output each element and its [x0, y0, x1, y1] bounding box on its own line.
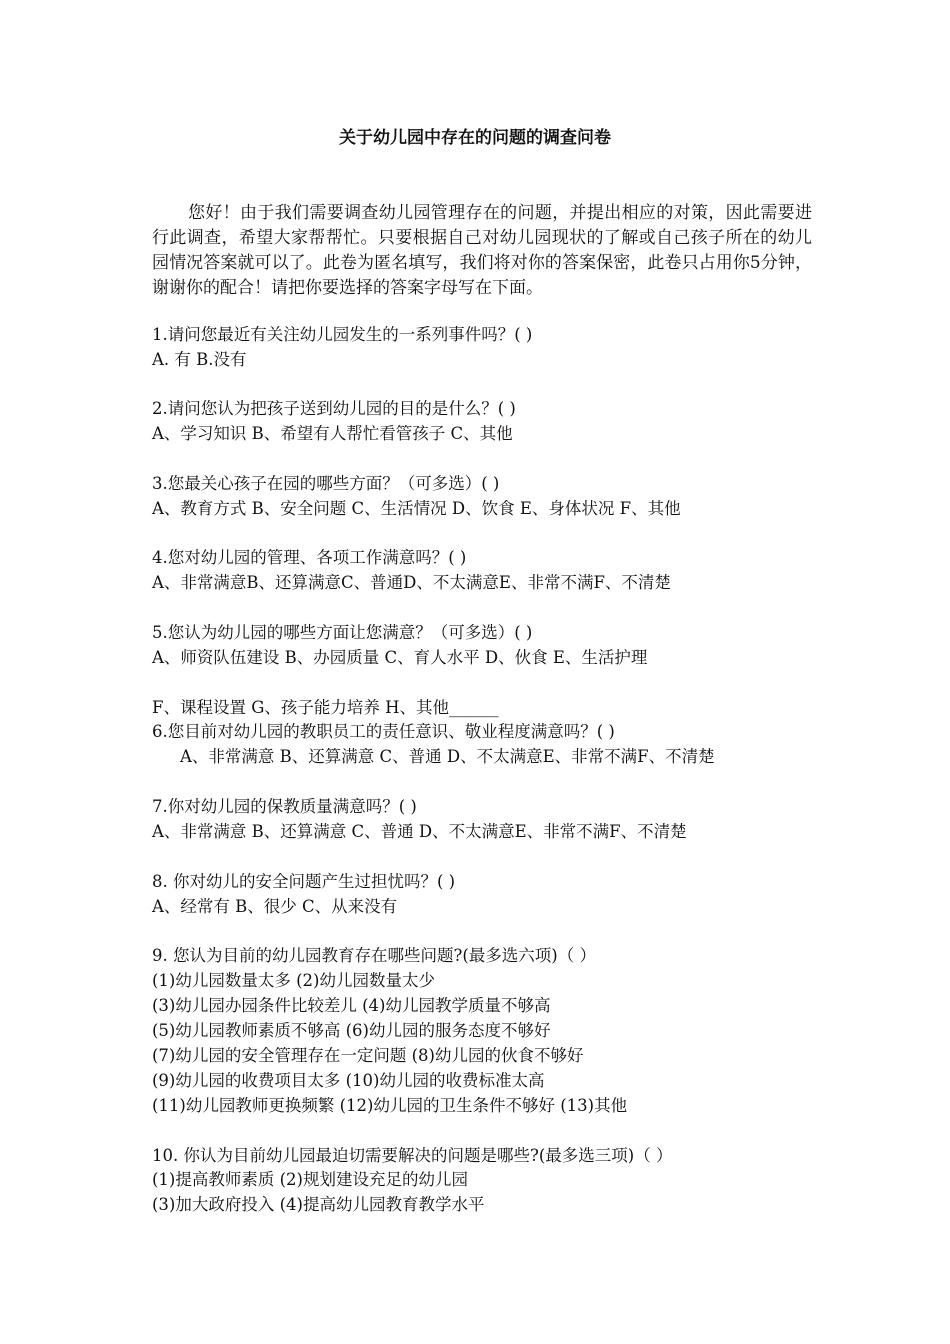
question-4-options: A、非常满意B、还算满意C、普通D、不太满意E、非常不满F、不清楚: [152, 573, 671, 592]
question-7: 7.你对幼儿园的保教质量满意吗？( ): [152, 797, 417, 816]
question-9-option-line-5: (9)幼儿园的收费项目太多 (10)幼儿园的收费标准太高: [152, 1071, 545, 1090]
intro-text: 您好！由于我们需要调查幼儿园管理存在的问题，并提出相应的对策，因此需要进行此调查，希望大家帮帮忙。只要根据自己对幼儿园现状的了解或自己孩子所在的幼儿园情况答案就可以了。此卷为匿名填写，我们将对你的答案保密，此卷只占用你5分钟，谢谢你的配合！请把你要选择的答案字母写在下面。: [152, 203, 812, 298]
question-6: 6.您目前对幼儿园的教职员工的责任意识、敬业程度满意吗？( ): [152, 722, 615, 741]
question-5-options-continued: F、课程设置 G、孩子能力培养 H、其他______: [152, 698, 499, 717]
question-2-options: A、学习知识 B、希望有人帮忙看管孩子 C、其他: [152, 424, 513, 443]
question-9-option-line-6: (11)幼儿园教师更换频繁 (12)幼儿园的卫生条件不够好 (13)其他: [152, 1096, 628, 1115]
question-6-options: A、非常满意 B、还算满意 C、普通 D、不太满意E、非常不满F、不清楚: [180, 747, 715, 766]
question-10-option-line-1: (1)提高教师素质 (2)规划建设充足的幼儿园: [152, 1170, 468, 1189]
question-9-option-line-4: (7)幼儿园的安全管理存在一定问题 (8)幼儿园的伙食不够好: [152, 1046, 584, 1065]
question-9-option-line-1: (1)幼儿园数量太多 (2)幼儿园数量太少: [152, 971, 435, 990]
question-5-options: A、师资队伍建设 B、办园质量 C、育人水平 D、伙食 E、生活护理: [152, 648, 648, 667]
question-5: 5.您认为幼儿园的哪些方面让您满意？（可多选）( ): [152, 623, 533, 642]
document-title: 关于幼儿园中存在的问题的调查问卷: [339, 128, 611, 148]
question-7-options: A、非常满意 B、还算满意 C、普通 D、不太满意E、非常不满F、不清楚: [152, 822, 687, 841]
question-2: 2.请问您认为把孩子送到幼儿园的目的是什么？( ): [152, 399, 516, 418]
question-9-option-line-3: (5)幼儿园教师素质不够高 (6)幼儿园的服务态度不够好: [152, 1021, 551, 1040]
question-1-options: A. 有 B.没有: [152, 350, 247, 369]
question-10: 10. 你认为目前幼儿园最迫切需要解决的问题是哪些?(最多选三项)（ ）: [152, 1146, 673, 1165]
question-9-option-line-2: (3)幼儿园办园条件比较差儿 (4)幼儿园教学质量不够高: [152, 996, 551, 1015]
question-3: 3.您最关心孩子在园的哪些方面？（可多选）( ): [152, 474, 500, 493]
question-10-option-line-2: (3)加大政府投入 (4)提高幼儿园教育教学水平: [152, 1195, 485, 1214]
question-8: 8. 你对幼儿的安全问题产生过担忧吗？( ): [152, 872, 456, 891]
question-4: 4.您对幼儿园的管理、各项工作满意吗？( ): [152, 548, 467, 567]
question-1: 1.请问您最近有关注幼儿园发生的一系列事件吗？( ): [152, 325, 533, 344]
question-3-options: A、教育方式 B、安全问题 C、生活情况 D、饮食 E、身体状况 F、其他: [152, 499, 681, 518]
intro-paragraph: [152, 201, 812, 301]
question-8-options: A、经常有 B、很少 C、从来没有: [152, 897, 398, 916]
question-9: 9. 您认为目前的幼儿园教育存在哪些问题?(最多选六项)（ ）: [152, 946, 596, 965]
